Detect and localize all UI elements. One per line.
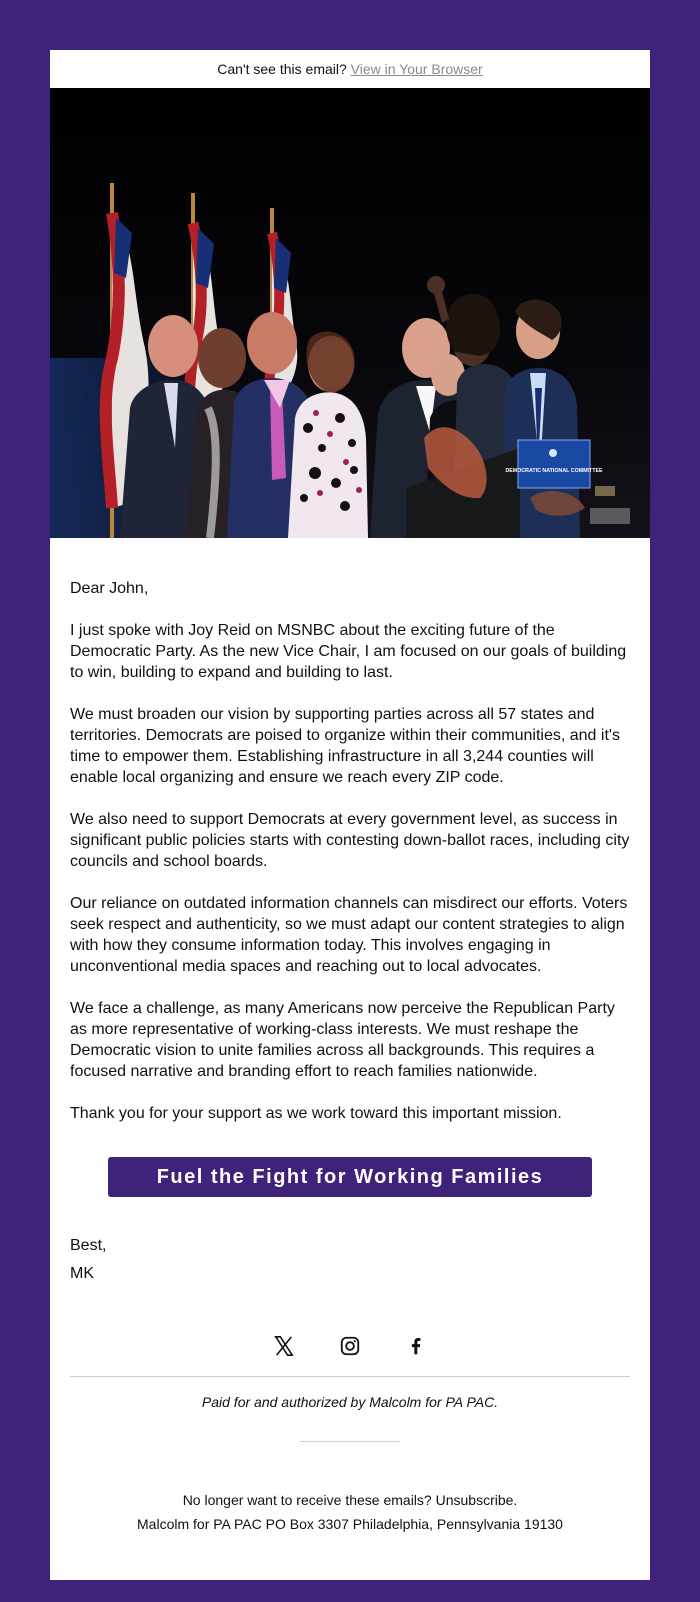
body-paragraph-5: We face a challenge, as many Americans now perceive the Republican Party as more representative of working-class interests. We must reshape the Democratic vision to unite families across all backgrounds. This requires a focused narrative and branding effort to reach families nationwide. (70, 1000, 615, 1080)
email-card (50, 50, 650, 1580)
x-icon[interactable] (272, 1334, 296, 1358)
greeting: Dear John, (70, 580, 149, 597)
body-paragraph-3: We also need to support Democrats at every government level, as success in significant public policies starts with contesting down-ballot races, including city councils and school boards. (70, 811, 630, 870)
paid-for-text: Paid for and authorized by Malcolm for PA PAC. (201, 1394, 499, 1410)
signoff (70, 1232, 630, 1288)
short-divider (300, 1441, 400, 1442)
unsubscribe-text[interactable]: No longer want to receive these emails? Unsubscribe. (182, 1492, 518, 1508)
social-links (70, 1334, 630, 1358)
body-paragraph-2: We must broaden our vision by supporting parties across all 57 states and territories. Democrats are poised to organize within their communities, and it's time to empower them. Establishing infrastructure in all 3,244 counties will enable local organizing and ensure we reach every ZIP code. (70, 706, 620, 786)
podium-sign-text: DEMOCRATIC NATIONAL COMMITTEE (505, 468, 603, 474)
email-body (50, 538, 650, 1536)
body-paragraph-1: I just spoke with Joy Reid on MSNBC about the exciting future of the Democratic Party. As the new Vice Chair, I am focused on our goals of building to win, building to expand and building to last. (70, 622, 627, 681)
facebook-icon[interactable] (404, 1334, 428, 1358)
preheader-text: Can't see this email? (217, 61, 347, 77)
cta-container (70, 1157, 630, 1197)
view-in-browser-link[interactable]: View in Your Browser (350, 61, 483, 77)
mailing-address: Malcolm for PA PAC PO Box 3307 Philadelphia, Pennsylvania 19130 (137, 1516, 563, 1532)
footer-divider (70, 1376, 630, 1377)
footer (70, 1488, 630, 1536)
signature-name: MK (70, 1265, 94, 1282)
body-paragraph-4: Our reliance on outdated information channels can misdirect our efforts. Voters seek respect and authenticity, so we must adapt our content strategies to align with how they consume information today. This involves engaging in unconventional media spaces and reaching out to local advocates. (70, 895, 628, 975)
hero-photo-illustration (50, 88, 650, 538)
closing: Best, (70, 1237, 107, 1254)
donate-button[interactable]: Fuel the Fight for Working Families (108, 1157, 592, 1197)
instagram-icon[interactable] (338, 1334, 362, 1358)
preheader (50, 50, 650, 88)
hero-photo (50, 88, 650, 538)
body-paragraph-6: Thank you for your support as we work toward this important mission. (70, 1105, 562, 1122)
